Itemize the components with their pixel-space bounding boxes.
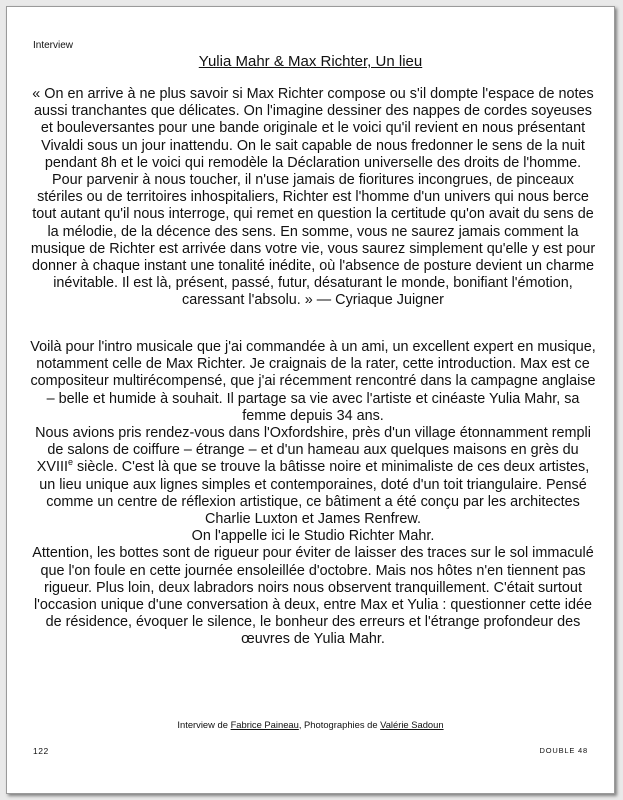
intro-text xyxy=(29,339,597,649)
credits-line: Interview de Fabrice Paineau, Photographies de Valérie Sadoun xyxy=(177,719,444,730)
article-title: Yulia Mahr & Max Richter, Un lieu xyxy=(198,53,423,70)
paragraph: Nous avions pris rendez-vous dans l'Oxfordshire, près d'un village étonnamment rempli de salons de coiffure – étrange – et d'un hameau aux quelques maisons en grès du XVIIIe siècle. C'est là que se trouve la bâtisse noire et minimaliste de ces deux artistes, un lieu unique aux lignes simples et contemporaines, doté d'un toit triangulaire. Pensé comme un centre de réflexion artistique, ce bâtiment a été conçu par les architectes Charlie Luxton et James Renfrew. xyxy=(35,425,591,528)
quote-text: « On en arrive à ne plus savoir si Max Richter compose ou s'il dompte l'espace de notes aussi tranchantes que délicates. On l'imagine dessiner des nappes de cordes soyeuses et bouleversantes pour une bande originale et le voici qu'il revient en nous présentant Vivaldi sous un jour inattendu. On le sait capable de nous fredonner le sens de la nuit pendant 8h et le voici qui remodèle la Déclaration universelle des droits de l'homme. Pour parvenir à nous toucher, il n'use jamais de fioritures incongrues, de pinceaux stériles ou de territoires inhospitaliers, Richter est l'homme d'un univers qui nous berce tout autant qu'il nous interroge, qui remet en question la certitude qu'on avait du sens de la mélodie, de la décence des sens. En somme, vous ne saurez jamais comment la musique de Richter est arrivée dans votre vie, vous saurez simplement qu'elle y est pour donner à chaque instant une tonalité inédite, où l'absence de posture devient un charme inévitable. Il est là, présent, passé, futur, désaturant le monde, bonifiant l'émotion, caressant l'absolu. » xyxy=(30,86,596,309)
photographer-name: Valérie Sadoun xyxy=(380,719,444,730)
paragraph: Voilà pour l'intro musicale que j'ai commandée à un ami, un excellent expert en musique, notamment celle de Max Richter. Je craignais de la rater, cette introduction. Max est ce compositeur multirécompensé, que j'ai récemment rencontré dans la campagne anglaise – belle et humide à souhait. Il partage sa vie avec l'artiste et cinéaste Yulia Mahr, sa femme depuis 34 ans. xyxy=(30,339,596,424)
quote-attribution: — Cyriaque Juigner xyxy=(316,292,444,309)
page xyxy=(6,6,615,794)
paragraph: On l'appelle ici le Studio Richter Mahr. xyxy=(191,528,435,545)
magazine-name: DOUBLE 48 xyxy=(539,746,588,755)
paragraph: Attention, les bottes sont de rigueur pour éviter de laisser des traces sur le sol immaculé que l'on foule en cette journée ensoleillée d'octobre. Mais nos hôtes n'en tiennent pas rigueur. Plus loin, deux labradors noirs nous observent tranquillement. C'était surtout l'occasion unique d'une conversation à deux, entre Max et Yulia : questionner cette idée de résidence, évoquer le silence, le bonheur des erreurs et l'étrange profondeur des œuvres de Yulia Mahr. xyxy=(32,545,594,648)
section-label: Interview xyxy=(33,40,74,51)
intro-quote xyxy=(29,86,597,310)
superscript: e xyxy=(67,457,73,468)
page-number: 122 xyxy=(33,746,49,756)
interviewer-name: Fabrice Paineau xyxy=(230,719,299,730)
